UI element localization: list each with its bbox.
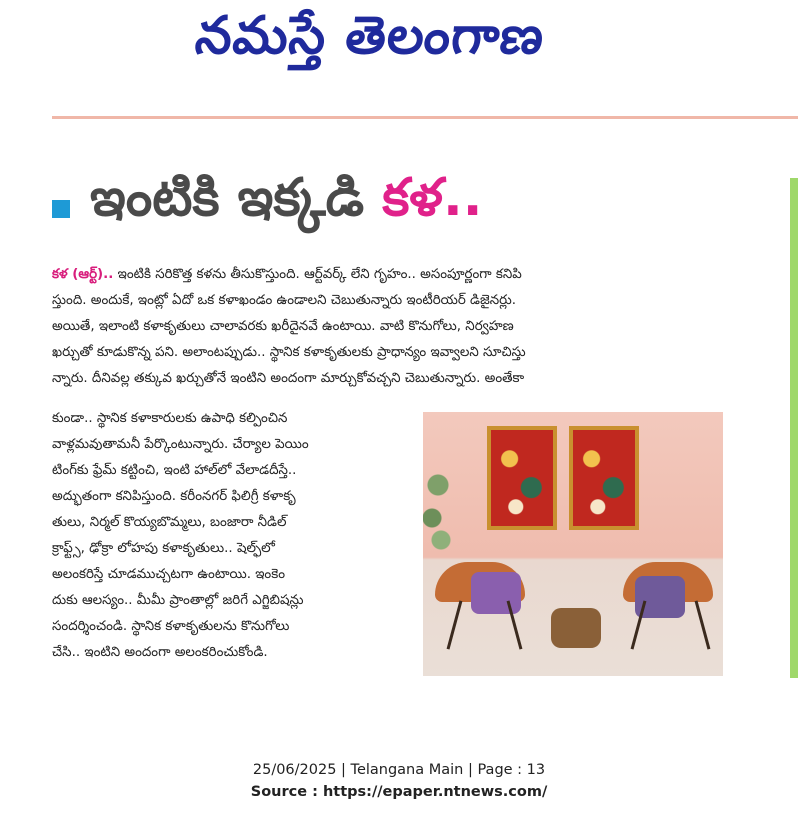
headline-main: ఇంటికి ఇక్కడి bbox=[90, 168, 383, 228]
article-line: టింగ్‌కు ఫ్రేమ్ కట్టించి, ఇంటి హాల్‌లో వేలాడదీస్తే.. bbox=[52, 463, 297, 478]
article-lead: కళ (ఆర్ట్).. bbox=[52, 267, 114, 282]
article-line: ఖర్చుతో కూడుకొన్న పని. అలాంటప్పుడు.. స్థానిక కళాకృతులకు ప్రాధాన్యం ఇవ్వాలని సూచిస్తు bbox=[52, 345, 526, 360]
headline-bullet-icon bbox=[52, 200, 70, 218]
article-line: అయితే, ఇలాంటి కళాకృతులు చాలావరకు ఖరీదైనవే ఉంటాయి. వాటి కొనుగోలు, నిర్వహణ bbox=[52, 319, 514, 334]
article-line: అలంకరిస్తే చూడముచ్చటగా ఉంటాయి. ఇంకెం bbox=[52, 567, 286, 582]
cushion-left bbox=[471, 572, 521, 614]
masthead-divider bbox=[52, 116, 798, 119]
article-line: దుకు ఆలస్యం.. మీమీ ప్రాంతాల్లో జరిగే ఎగ్జిబిషన్లు bbox=[52, 593, 304, 608]
article-line: న్నారు. దీనివల్ల తక్కువ ఖర్చుతోనే ఇంటిని అందంగా మార్చుకోవచ్చని చెబుతున్నారు. అంతేకా bbox=[52, 371, 525, 386]
side-table bbox=[551, 608, 601, 648]
article-line: కళ (ఆర్ట్).. ఇంటికి సరికొత్త కళను తీసుకొస్తుంది. ఆర్ట్‌వర్క్ లేని గృహం.. అసంపూర్ణంగా కనిపి bbox=[52, 267, 522, 282]
article-line: చేసి.. ఇంటిని అందంగా అలంకరించుకోండి. bbox=[52, 645, 268, 660]
painting-frame-right bbox=[569, 426, 639, 530]
masthead bbox=[0, 0, 798, 115]
footer-source: Source : https://epaper.ntnews.com/ bbox=[250, 784, 548, 800]
article-line: క్రాఫ్ట్స్, ఢోక్రా లోహపు కళాకృతులు.. షెల్ఫ్‌లో bbox=[52, 541, 275, 556]
painting-frame-left bbox=[487, 426, 557, 530]
footer-edition-info: 25/06/2025 | Telangana Main | Page : 13 bbox=[252, 762, 546, 778]
article-line: సందర్శించండి. స్థానిక కళాకృతులను కొనుగోలు bbox=[52, 619, 290, 634]
article-body-full bbox=[52, 262, 720, 392]
article-line: కుండా.. స్థానిక కళాకారులకు ఉపాధి కల్పించిన bbox=[52, 411, 288, 426]
article-photo bbox=[423, 412, 723, 676]
article-line: వాళ్లమవుతామనీ పేర్కొంటున్నారు. చేర్యాల పెయిం bbox=[52, 437, 309, 452]
article-body-column bbox=[52, 406, 414, 666]
masthead-title: నమస్తే తెలంగాణ bbox=[192, 6, 548, 66]
article-line: స్తుంది. అందుకే, ఇంట్లో ఏదో ఒక కళాఖండం ఉండాలని చెబుతున్నారు ఇంటీరియర్ డిజైనర్లు. bbox=[52, 293, 516, 308]
article-line: అద్భుతంగా కనిపిస్తుంది. కరీంనగర్ ఫిలిగ్రీ కళాకృ bbox=[52, 489, 296, 504]
article-line: తులు, నిర్మల్ కొయ్యబొమ్మలు, బంజారా నీడిల్ bbox=[52, 515, 287, 530]
plant-decor bbox=[423, 452, 453, 562]
headline-accent: కళ.. bbox=[382, 168, 483, 228]
page-edge-strip bbox=[790, 178, 798, 678]
